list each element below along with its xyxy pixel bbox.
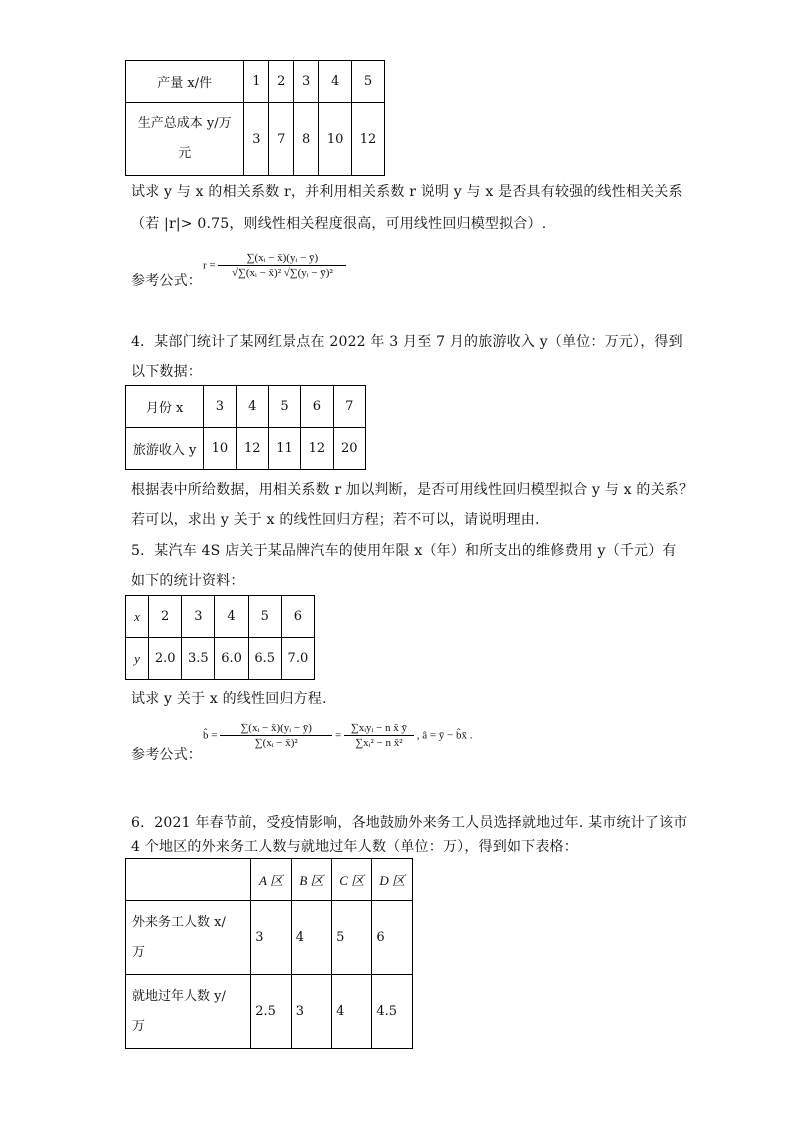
- table-cell: 3: [251, 901, 292, 975]
- table-cell: 12: [236, 428, 268, 470]
- table-cell: 5: [352, 61, 385, 103]
- formula-denominator: ∑xᵢ² − n x̄²: [355, 737, 403, 749]
- table-cell: 10: [204, 428, 236, 470]
- table-cell: 1: [244, 61, 269, 103]
- formula1-label: 参考公式：: [131, 273, 202, 289]
- table-cell: 3: [294, 61, 319, 103]
- formula-lhs: r =: [203, 259, 216, 272]
- q5-line2: 如下的统计资料：: [131, 573, 245, 589]
- table-cell: 6.0: [215, 638, 248, 680]
- label-line: 元: [178, 146, 192, 161]
- label-line: 就地过年人数 y/: [132, 988, 226, 1004]
- table-header-cell: D 区: [372, 859, 413, 901]
- repair-cost-table: [125, 595, 315, 680]
- table-header-cell: 产量 x/件: [126, 61, 244, 103]
- table-cell: 7: [269, 103, 294, 176]
- table-cell: 8: [294, 103, 319, 176]
- table-cell: 4: [236, 386, 268, 428]
- formula-tail: , â = ȳ − b̂x̄ .: [416, 729, 473, 742]
- table-cell: 10: [319, 103, 352, 176]
- table-header-cell: y: [126, 638, 149, 680]
- table-cell: 5: [332, 901, 372, 975]
- table-header-cell: [126, 975, 251, 1049]
- table-cell: 4: [215, 596, 248, 638]
- table-cell: 7: [333, 386, 365, 428]
- formula-denominator: √∑(xᵢ − x̄)² √∑(yᵢ − ȳ)²: [231, 267, 333, 279]
- label-line: 外来务工人数 x/: [132, 914, 226, 930]
- formula-equals: =: [334, 729, 342, 742]
- table-header-cell: B 区: [291, 859, 331, 901]
- table-cell: 6: [301, 386, 333, 428]
- table-cell: 5: [248, 596, 281, 638]
- table-cell: 4: [332, 975, 372, 1049]
- formula-denominator: ∑(xᵢ − x̄)²: [254, 737, 298, 749]
- table-cell: 2: [269, 61, 294, 103]
- table-cell: 6.5: [248, 638, 281, 680]
- table-cell: 2: [149, 596, 182, 638]
- table-cell: 20: [333, 428, 365, 470]
- table-cell: 3: [244, 103, 269, 176]
- table-header-cell: 月份 x: [126, 386, 204, 428]
- table-cell: 6: [281, 596, 314, 638]
- table-cell: 11: [268, 428, 300, 470]
- table-cell: 6: [372, 901, 413, 975]
- q5-line1: 5．某汽车 4S 店关于某品牌汽车的使用年限 x（年）和所支出的维修费用 y（千元）有: [131, 543, 677, 559]
- formula-numerator: ∑(xᵢ − x̄)(yᵢ − ȳ): [218, 252, 346, 266]
- q4-text-line1: 根据表中所给数据，用相关系数 r 加以判断，是否可用线性回归模型拟合 y 与 x 的关系？: [131, 482, 694, 498]
- regression-formula: [203, 722, 472, 749]
- table-cell: 3: [291, 975, 331, 1049]
- production-cost-table: [125, 60, 385, 176]
- table-cell: 2.0: [149, 638, 182, 680]
- tourism-income-table: [125, 385, 366, 470]
- label-line: 生产总成本 y/万: [137, 116, 232, 131]
- table-cell: 5: [268, 386, 300, 428]
- table-header-cell: x: [126, 596, 149, 638]
- table-header-cell: 旅游收入 y: [126, 428, 204, 470]
- formula2-label: 参考公式：: [131, 747, 202, 763]
- q5-text-line1: 试求 y 关于 x 的线性回归方程.: [131, 691, 327, 707]
- formula-numerator: ∑xᵢyᵢ − n x̄ ȳ: [344, 722, 414, 736]
- table-cell: 4: [319, 61, 352, 103]
- table-header-cell: A 区: [251, 859, 292, 901]
- table-header-cell: [126, 859, 251, 901]
- table-cell: 4.5: [372, 975, 413, 1049]
- migrant-worker-table: [125, 858, 413, 1049]
- label-line: 万: [132, 944, 146, 960]
- q6-line2: 4 个地区的外来务工人数与就地过年人数（单位：万），得到如下表格：: [131, 839, 578, 855]
- table-header-cell: [126, 901, 251, 975]
- table-cell: 2.5: [251, 975, 292, 1049]
- table-cell: 3: [182, 596, 215, 638]
- table-cell: 3.5: [182, 638, 215, 680]
- formula-numerator: ∑(xᵢ − x̄)(yᵢ − ȳ): [220, 722, 332, 736]
- table-cell: 4: [291, 901, 331, 975]
- q3-text-line2: （若 |r|> 0.75，则线性相关程度很高，可用线性回归模型拟合）.: [131, 216, 547, 232]
- table-cell: 3: [204, 386, 236, 428]
- table-cell: 12: [352, 103, 385, 176]
- table-header-cell: C 区: [332, 859, 372, 901]
- formula-lhs: b̂ =: [203, 729, 218, 742]
- table-cell: 7.0: [281, 638, 314, 680]
- q4-line2: 以下数据：: [131, 364, 202, 380]
- table-cell: 12: [301, 428, 333, 470]
- q6-line1: 6．2021 年春节前，受疫情影响，各地鼓励外来务工人员选择就地过年. 某市统计了该市: [131, 815, 688, 831]
- correlation-formula: [203, 252, 346, 279]
- q4-line1: 4．某部门统计了某网红景点在 2022 年 3 月至 7 月的旅游收入 y（单位：万元），得到: [131, 334, 683, 350]
- table-header-cell: [126, 103, 244, 176]
- q4-text-line2: 若可以，求出 y 关于 x 的线性回归方程；若不可以，请说明理由.: [131, 512, 540, 528]
- q3-text-line1: 试求 y 与 x 的相关系数 r，并利用相关系数 r 说明 y 与 x 是否具有较强的线性相关关系: [131, 184, 683, 200]
- label-line: 万: [132, 1018, 146, 1034]
